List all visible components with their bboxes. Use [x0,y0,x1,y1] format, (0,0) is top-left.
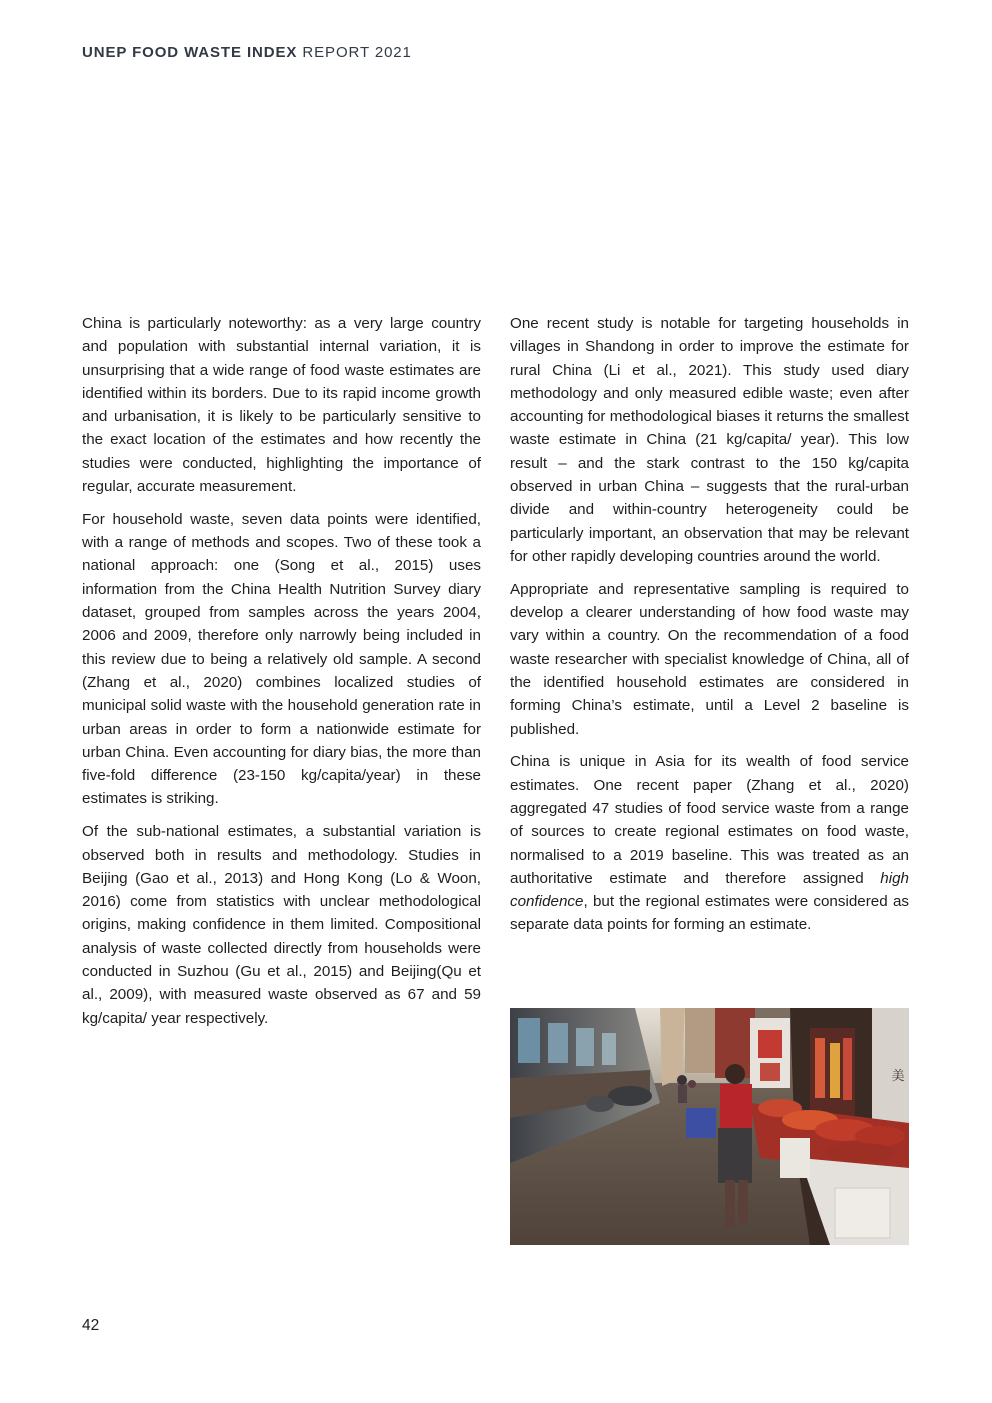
left-column [82,312,481,1039]
paragraph [510,750,909,936]
paragraph: Appropriate and representative sampling is required to develop a clearer understanding of how food waste may vary within a country. On the recommendation of a food waste researcher with specialist knowledge of China, all of the identified household estimates are considered in forming China’s estimate, until a Level 2 baseline is published. [510,580,909,738]
report-title: UNEP FOOD WASTE INDEX [82,44,298,61]
paragraph-text: , but the regional estimates were considered as separate data points for forming an estimate. [510,893,909,934]
market-street-photo [510,1008,909,1245]
right-column [510,312,909,946]
page-number: 42 [82,1317,100,1334]
running-header [82,44,412,61]
report-subtitle: REPORT 2021 [297,44,412,61]
paragraph: For household waste, seven data points were identified, with a range of methods and scopes. Two of these took a national approach: one (Song et al., 2015) uses information from the China Health Nutrition Survey diary dataset, grouped from samples across the years 2004, 2006 and 2009, therefore only narrowly being included in this review due to being a relatively old sample. A second (Zhang et al., 2020) combines localized studies of municipal solid waste with the household generation rate in urban areas in order to form a nationwide estimate for urban China. Even accounting for diary bias, the more than five-fold difference (23-150 kg/capita/year) in these estimates is striking. [82,510,481,808]
shop-sign-text: 美 [891,1069,905,1084]
paragraph: One recent study is notable for targeting households in villages in Shandong in order to improve the estimate for rural China (Li et al., 2021). This study used diary methodology and only measured edible waste; even after accounting for methodological biases it returns the smallest waste estimate in China (21 kg/capita/ year). This low result – and the stark contrast to the 150 kg/capita observed in urban China – suggests that the rural-urban divide and within-country heterogeneity could be particularly important, an observation that may be relevant for other rapidly developing countries around the world. [510,315,909,565]
paragraph-text: China is unique in Asia for its wealth of food service estimates. One recent paper (Zhang et al., 2020) aggregated 47 studies of food service waste from a range of sources to create regional estimates on food waste, normalised to a 2019 baseline. This was treated as an authoritative estimate and therefore assigned [510,753,909,887]
emphasis-text: high confidence [510,869,909,911]
paragraph: China is particularly noteworthy: as a very large country and population with substantial internal variation, it is unsurprising that a wide range of food waste estimates are identified within its borders. Due to its rapid income growth and urbanisation, it is likely to be particularly sensitive to the exact location of the estimates and how recently the studies were conducted, highlighting the importance of regular, accurate measurement. [82,315,481,496]
paragraph: Of the sub-national estimates, a substantial variation is observed both in results and methodology. Studies in Beijing (Gao et al., 2013) and Hong Kong (Lo & Woon, 2016) come from statistics with unclear methodological origins, making confidence in them limited. Compositional analysis of waste collected directly from households were conducted in Suzhou (Gu et al., 2015) and Beijing(Qu et al., 2009), with measured waste observed as 67 and 59 kg/capita/ year respectively. [82,823,481,1027]
